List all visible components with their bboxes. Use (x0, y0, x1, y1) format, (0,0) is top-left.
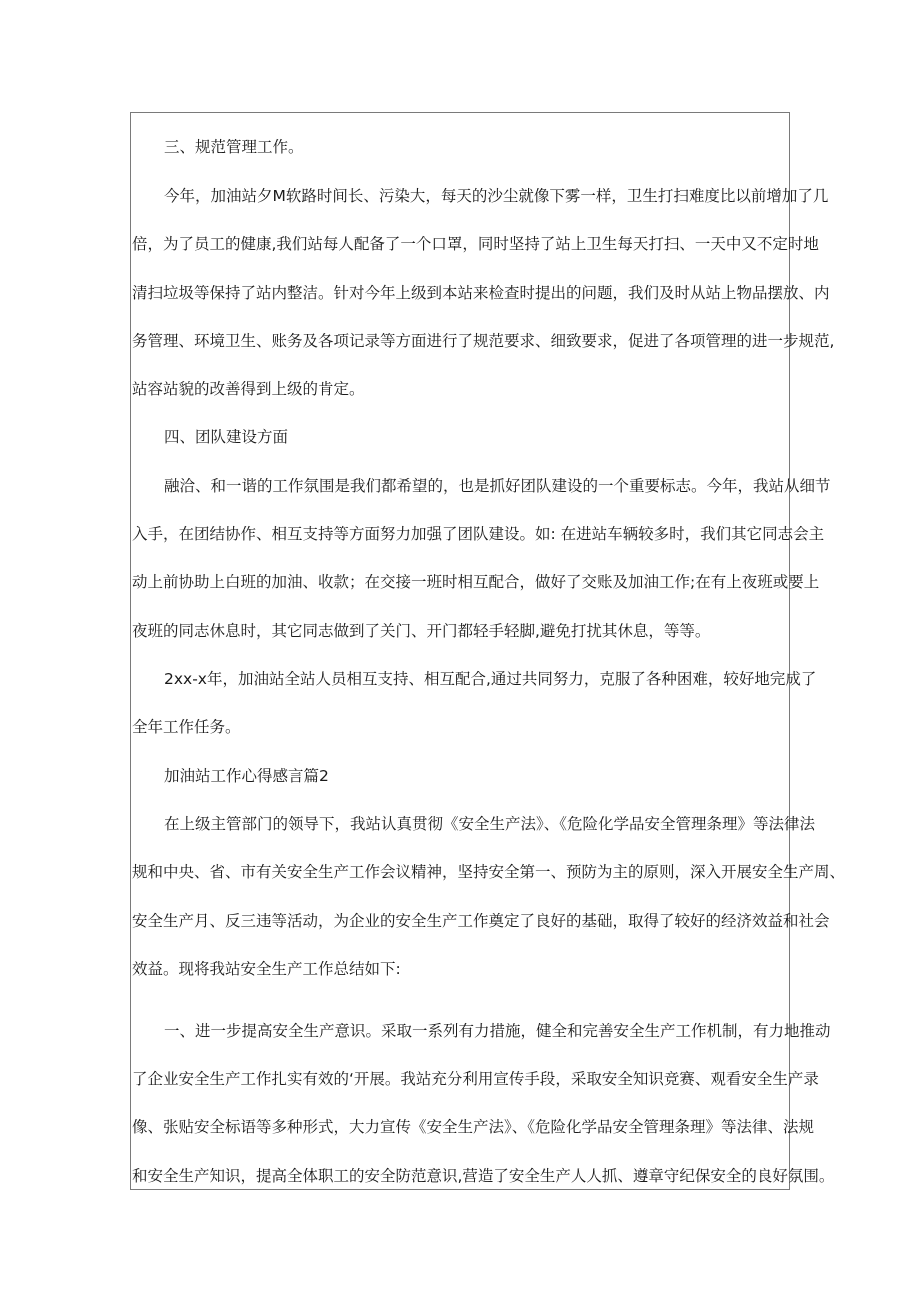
paragraph-line: 务管理、环境卫生、账务及各项记录等方面进行了规范要求、细致要求，促进了各项管理的进一步规范, (132, 332, 835, 350)
paragraph-line: 像、张贴安全标语等多种形式，大力宣传《安全生产法》、《危险化学品安全管理条理》等法律、法规 (132, 1118, 815, 1136)
paragraph-line: 动上前协助上白班的加油、收款；在交接一班时相互配合，做好了交账及加油工作;在有上夜班或要上 (132, 573, 820, 591)
paragraph-line: 全年工作任务。 (132, 718, 241, 736)
paragraph-line: 安全生产月、反三违等活动，为企业的安全生产工作奠定了良好的基础，取得了较好的经济效益和社会 (132, 912, 830, 930)
paragraph-line: 和安全生产知识，提高全体职工的安全防范意识,营造了安全生产人人抓、遵章守纪保安全的良好氛围。 (132, 1167, 835, 1185)
paragraph-line: 了企业安全生产工作扎实有效的‘开展。我站充分利用宣传手段，采取安全知识竞赛、观看安全生产录 (132, 1070, 819, 1088)
paragraph-line: 今年，加油站夕M软路时间长、污染大，每天的沙尘就像下雾一样，卫生打扫难度比以前增加了几 (164, 187, 829, 205)
section-heading-4: 四、团队建设方面 (164, 428, 289, 446)
paragraph-line: 2xx-x年，加油站全站人员相互支持、相互配合,通过共同努力，克服了各种困难，较好地完成了 (164, 670, 817, 688)
paragraph-line: 倍，为了员工的健康,我们站每人配备了一个口罩，同时坚持了站上卫生每天打扫、一天中又不定时地 (132, 235, 819, 253)
paragraph-line: 一、进一步提高安全生产意识。采取一系列有力措施，健全和完善安全生产工作机制，有力地推动 (164, 1022, 831, 1040)
paragraph-line: 规和中央、省、市有关安全生产工作会议精神，坚持安全第一、预防为主的原则，深入开展安全生产周、 (132, 863, 846, 881)
paragraph-line: 夜班的同志休息时，其它同志做到了关门、开门都轻手轻脚,避免打扰其休息，等等。 (132, 622, 711, 640)
section-heading-3: 三、规范管理工作。 (164, 138, 304, 156)
paragraph-line: 在上级主管部门的领导下，我站认真贯彻《安全生产法》、《危险化学品安全管理条理》等法律法 (164, 815, 816, 833)
paragraph-line: 融洽、和一谐的工作氛围是我们都希望的，也是抓好团队建设的一个重要标志。今年，我站从细节 (164, 477, 831, 495)
paragraph-line: 效益。现将我站安全生产工作总结如下: (132, 960, 401, 978)
article-title: 加油站工作心得感言篇2 (164, 767, 329, 785)
paragraph-line: 入手，在团结协作、相互支持等方面努力加强了团队建设。如: 在进站车辆较多时，我们其它同志会主 (132, 525, 825, 543)
paragraph-line: 站容站貌的改善得到上级的肯定。 (132, 380, 365, 398)
paragraph-line: 清扫垃圾等保持了站内整洁。针对今年上级到本站来检查时提出的问题，我们及时从站上物品摆放、内 (132, 284, 830, 302)
